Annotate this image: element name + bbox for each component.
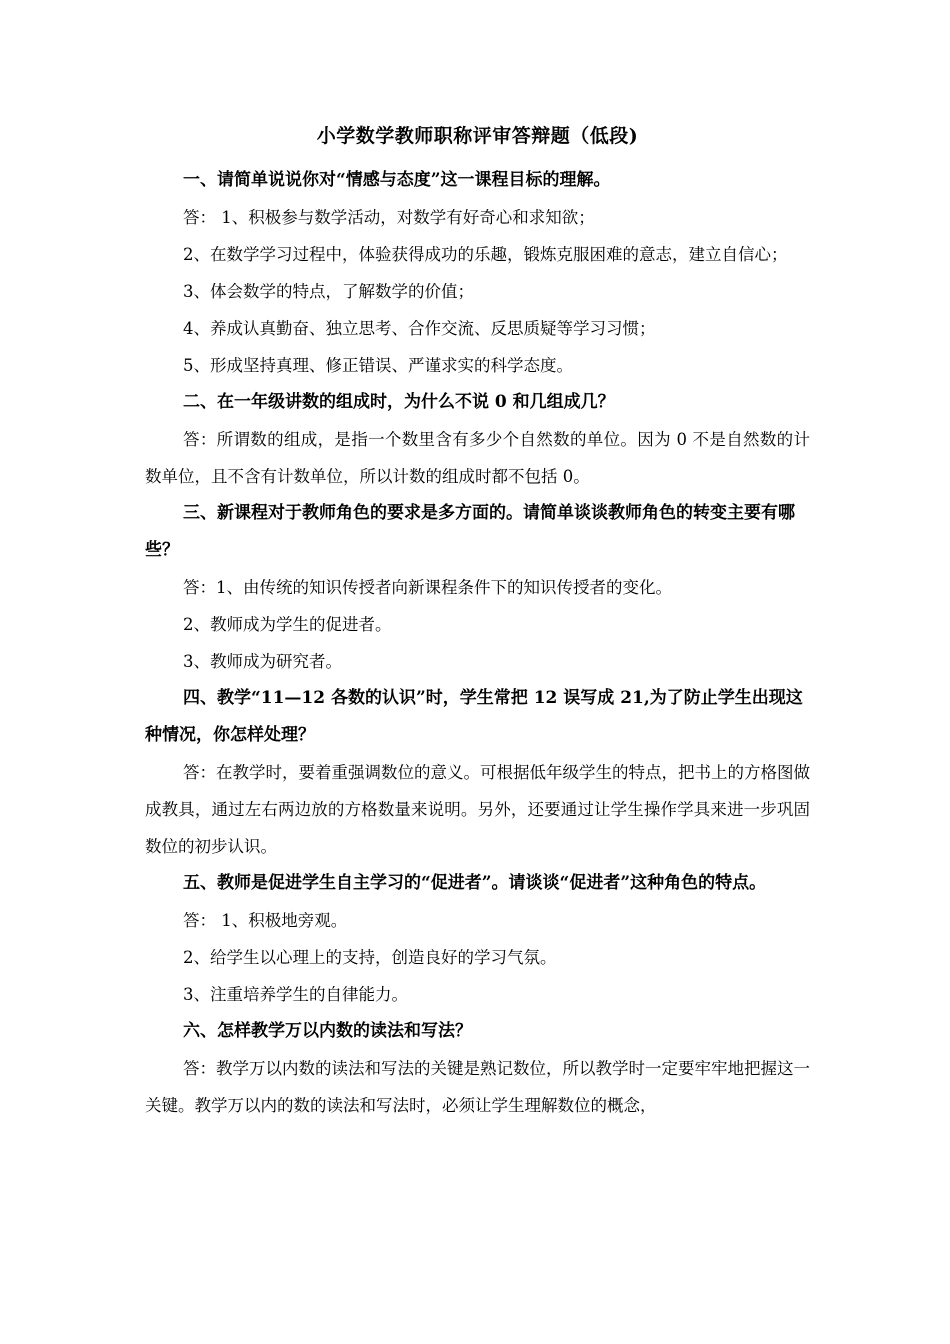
question-5: 五、教师是促进学生自主学习的“促进者”。请谈谈“促进者”这种角色的特点。 <box>183 873 767 893</box>
answer-line: 3、教师成为研究者。 <box>183 652 342 671</box>
question-1: 一、请简单说说你对“情感与态度”这一课程目标的理解。 <box>183 170 611 190</box>
question-2: 二、在一年级讲数的组成时，为什么不说 0 和几组成几？ <box>183 392 615 412</box>
question-3: 三、新课程对于教师角色的要求是多方面的。请简单谈谈教师角色的转变主要有哪些？ <box>145 503 795 560</box>
answer-line: 2、给学生以心理上的支持，创造良好的学习气氛。 <box>183 948 557 967</box>
question-6: 六、怎样教学万以内数的读法和写法？ <box>183 1021 472 1041</box>
answer-line: 3、注重培养学生的自律能力。 <box>183 985 408 1004</box>
answer-line: 5、形成坚持真理、修正错误、严谨求实的科学态度。 <box>183 356 573 375</box>
answer-line: 3、体会数学的特点，了解数学的价值； <box>183 282 474 301</box>
answer-line: 2、在数学学习过程中，体验获得成功的乐趣，锻炼克服困难的意志，建立自信心； <box>183 245 788 264</box>
document-page <box>145 124 810 1124</box>
answer-line: 答：教学万以内数的读法和写法的关键是熟记数位，所以教学时一定要牢牢地把握这一关键。教学万以内的数的读法和写法时，必须让学生理解数位的概念， <box>145 1059 810 1115</box>
answer-line: 2、教师成为学生的促进者。 <box>183 615 392 634</box>
answer-line: 答：1、由传统的知识传授者向新课程条件下的知识传授者的变化。 <box>183 578 672 597</box>
answer-line: 答：在教学时，要着重强调数位的意义。可根据低年级学生的特点，把书上的方格图做成教具，通过左右两边放的方格数量来说明。另外，还要通过让学生操作学具来进一步巩固数位的初步认识。 <box>145 763 810 856</box>
answer-line: 4、养成认真勤奋、独立思考、合作交流、反思质疑等学习习惯； <box>183 319 656 338</box>
answer-line: 答： 1、积极地旁观。 <box>183 911 348 930</box>
document-title: 小学数学教师职称评审答辩题（低段) <box>316 125 639 147</box>
answer-line: 答： 1、积极参与数学活动，对数学有好奇心和求知欲； <box>183 208 595 227</box>
answer-line: 答：所谓数的组成，是指一个数里含有多少个自然数的单位。因为 0 不是自然数的计数单位，且不含有计数单位，所以计数的组成时都不包括 0。 <box>145 430 810 486</box>
question-4: 四、教学“11—12 各数的认识”时，学生常把 12 误写成 21,为了防止学生出现这种情况，你怎样处理？ <box>145 688 803 745</box>
